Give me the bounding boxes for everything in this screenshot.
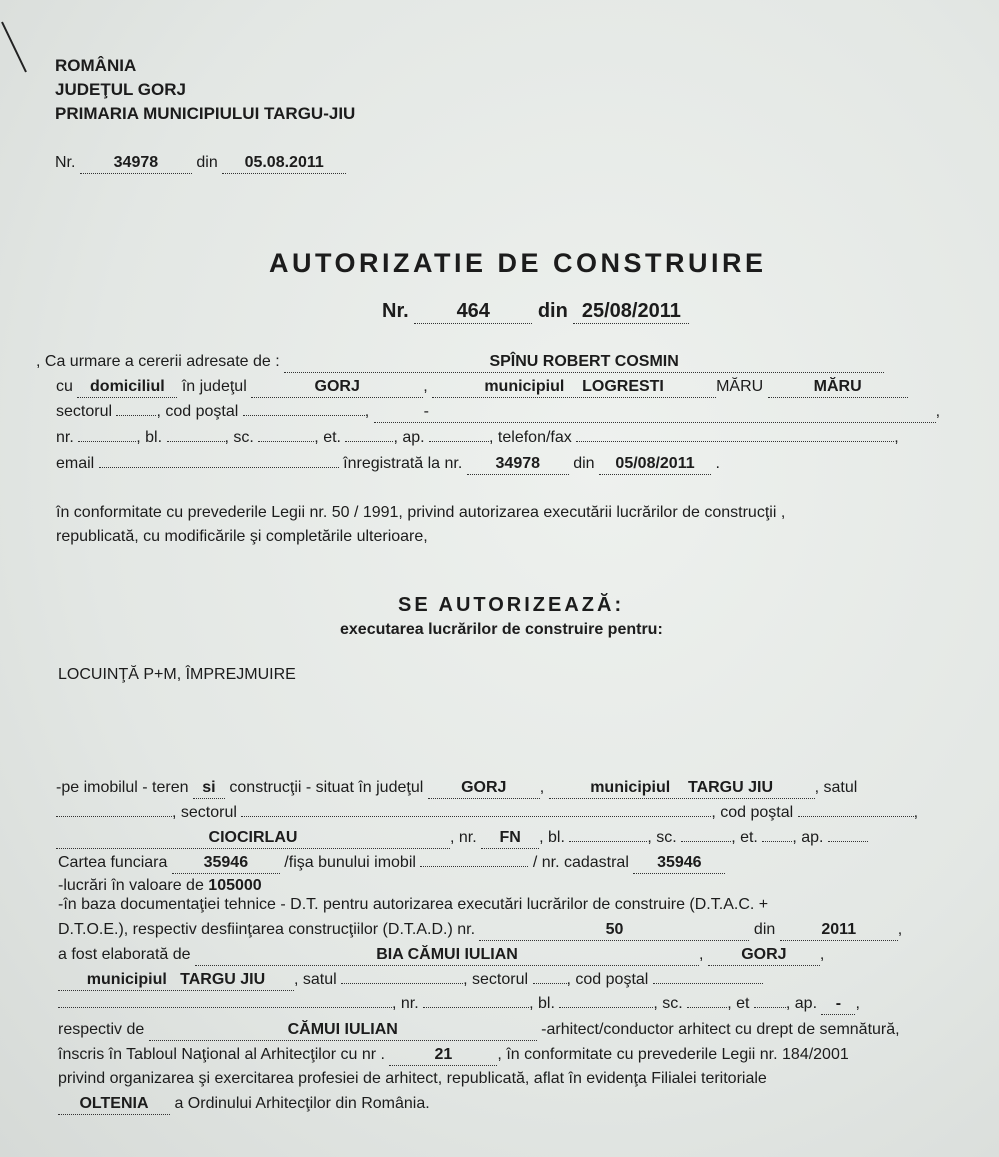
pen-mark	[2, 22, 26, 72]
documentation-year: 2011	[780, 920, 898, 941]
address-line: nr. , bl. , sc. , et. , ap. , telefon/fax ,	[56, 429, 899, 446]
applicant-line: , Ca urmare a cererii adresate de : SPÎNU ROBERT COSMIN	[36, 352, 884, 373]
documentation-number: 50	[479, 920, 749, 941]
land-book-number: 35946	[172, 853, 280, 874]
registration-line: email înregistrată la nr. 34978 din 05/08/2011 .	[56, 454, 720, 475]
property-line-1: -pe imobilul - teren si construcţii - situat în judeţul GORJ , municipiul TARGU JIU , satul	[56, 778, 857, 799]
property-line-3: CIOCIRLAU , nr. FN , bl. , sc. , et. , ap.	[56, 828, 868, 849]
documentation-line-6: respectiv de CĂMUI IULIAN -arhitect/conductor arhitect cu drept de semnătură,	[58, 1020, 900, 1041]
branch-name: OLTENIA	[58, 1094, 170, 1115]
document-title: AUTORIZATIE DE CONSTRUIRE	[269, 248, 767, 278]
designer-county: GORJ	[708, 945, 820, 966]
applicant-name: SPÎNU ROBERT COSMIN	[284, 352, 884, 373]
conformity-line-2: republicată, cu modificările şi completările ulterioare,	[56, 528, 428, 545]
property-number: FN	[481, 828, 539, 849]
property-street: CIOCIRLAU	[56, 828, 450, 849]
property-municipality: TARGU JIU	[687, 779, 774, 796]
documentation-line-9: OLTENIA a Ordinului Arhitecţilor din România.	[58, 1094, 430, 1115]
works-value: 105000	[208, 877, 262, 894]
authorization-number-line: Nr. 464 din 25/08/2011	[382, 299, 689, 324]
applicant-county: GORJ	[251, 377, 423, 398]
conformity-line-1: în conformitate cu prevederile Legii nr. 50 / 1991, privind autorizarea executării lucrărilor de construcţii ,	[56, 504, 786, 521]
construction-object: LOCUINŢĂ P+M, ÎMPREJMUIRE	[58, 666, 296, 683]
header-number-line: Nr. 34978 din 05.08.2011	[55, 153, 346, 174]
documentation-line-1: -în baza documentaţiei tehnice - D.T. pentru autorizarea executări lucrărilor de construire (D.T.A.C. +	[58, 896, 769, 913]
authorization-heading: SE AUTORIZEAZĂ:	[398, 594, 625, 616]
documentation-line-3: a fost elaborată de BIA CĂMUI IULIAN , GORJ ,	[58, 945, 824, 966]
property-line-2: , sectorul , cod poştal ,	[56, 803, 918, 823]
documentation-line-2: D.T.O.E.), respectiv desfiinţarea construcţiilor (D.T.A.D.) nr. 50 din 2011 ,	[58, 920, 902, 941]
applicant-municipality: LOGRESTI	[582, 378, 664, 395]
header-date: 05.08.2011	[222, 153, 346, 174]
architect-name: CĂMUI IULIAN	[149, 1020, 537, 1041]
domicile-line: cu domiciliul în judeţul GORJ , municipiul LOGRESTI MĂRU MĂRU	[56, 377, 908, 398]
applicant-village: MĂRU	[768, 377, 908, 398]
architect-register-number: 21	[389, 1045, 497, 1066]
designer-firm: BIA CĂMUI IULIAN	[195, 945, 699, 966]
documentation-line-4: municipiul TARGU JIU , satul , sectorul , cod poştal	[58, 970, 763, 991]
header-number: 34978	[80, 153, 192, 174]
registration-number: 34978	[467, 454, 569, 475]
institution-name: PRIMARIA MUNICIPIULUI TARGU-JIU	[55, 104, 356, 123]
registration-date: 05/08/2011	[599, 454, 711, 475]
documentation-line-8: privind organizarea şi exercitarea profesiei de arhitect, republicată, aflat în evidenţa Filialei teritoriale	[58, 1070, 767, 1087]
authorization-date: 25/08/2011	[573, 299, 689, 324]
county-name: JUDEŢUL GORJ	[55, 80, 186, 99]
property-county: GORJ	[428, 778, 540, 799]
works-value-line: -lucrări în valoare de 105000	[58, 877, 262, 894]
cadastral-number: 35946	[633, 853, 725, 874]
postal-line: sectorul , cod poştal , - ,	[56, 402, 940, 423]
documentation-line-5: , nr. , bl. , sc. , et , ap. - ,	[58, 994, 860, 1015]
authorization-number: 464	[414, 299, 532, 324]
documentation-line-7: înscris în Tabloul Naţional al Arhitecţilor cu nr . 21 , în conformitate cu prevederile Legii nr. 184/2001	[58, 1045, 849, 1066]
property-line-4: Cartea funciara 35946 /fişa bunului imobil / nr. cadastral 35946	[58, 853, 725, 874]
authorization-subheading: executarea lucrărilor de construire pentru:	[340, 621, 663, 638]
country-name: ROMÂNIA	[55, 56, 137, 75]
designer-municipality: TARGU JIU	[180, 971, 266, 988]
